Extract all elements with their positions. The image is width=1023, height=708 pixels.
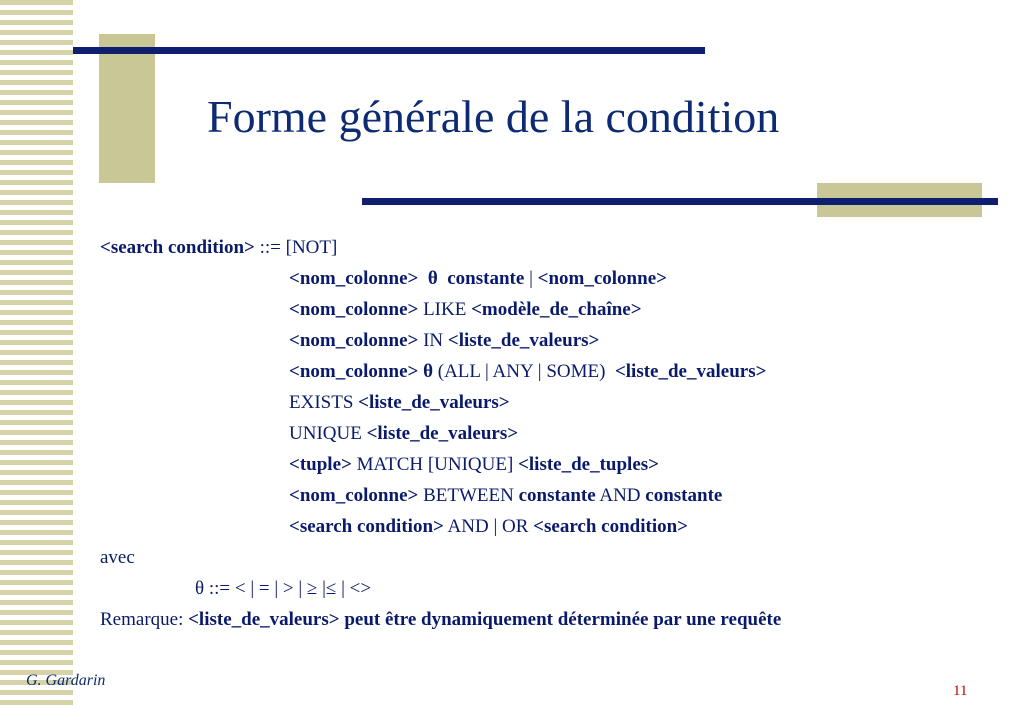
title-rule-top <box>73 47 705 54</box>
text: EXISTS <box>289 392 359 413</box>
term: <tuple> <box>289 454 352 475</box>
text: Remarque: <box>100 609 189 630</box>
text: UNIQUE <box>289 423 367 444</box>
remark: <liste_de_valeurs> peut être dynamiquement déterminée par une requête <box>188 609 782 630</box>
text: BETWEEN <box>418 485 519 506</box>
term: <nom_colonne> <box>289 330 419 351</box>
term: <search condition> <box>100 237 255 258</box>
text: LIKE <box>418 299 472 320</box>
term: <nom_colonne> <box>537 268 667 289</box>
term: <nom_colonne> <box>289 299 419 320</box>
body-line-4 <box>100 325 1000 356</box>
theta-definition: θ ::= < | = | > | ≥ |≤ | <> <box>195 578 372 599</box>
slide-body <box>100 232 1000 635</box>
decorative-block-top <box>99 34 155 183</box>
body-line-2 <box>100 263 1000 294</box>
body-line-7 <box>100 418 1000 449</box>
term: constante <box>518 485 596 506</box>
text: | <box>524 268 538 289</box>
text: IN <box>418 330 448 351</box>
body-line-5 <box>100 356 1000 387</box>
text: MATCH [UNIQUE] <box>351 454 519 475</box>
body-line-8 <box>100 449 1000 480</box>
term: <liste_de_valeurs> <box>614 361 767 382</box>
term: <search condition> <box>533 516 689 537</box>
term: <nom_colonne> <box>289 485 419 506</box>
body-line-9 <box>100 480 1000 511</box>
body-line-1 <box>100 232 1000 263</box>
term: <liste_de_valeurs> <box>358 392 510 413</box>
term: <search condition> <box>289 516 444 537</box>
body-line-3 <box>100 294 1000 325</box>
term: <liste_de_tuples> <box>518 454 659 475</box>
text: (ALL | ANY | SOME) <box>437 361 615 382</box>
text: ::= [NOT] <box>254 237 338 258</box>
term: constante <box>447 268 525 289</box>
body-line-10 <box>100 511 1000 542</box>
text: avec <box>100 547 135 568</box>
footer-author: G. Gardarin <box>26 672 106 689</box>
title-rule-bottom <box>362 198 998 205</box>
text: AND <box>595 485 646 506</box>
term: constante <box>645 485 723 506</box>
term: <liste_de_valeurs> <box>447 330 600 351</box>
body-line-11 <box>100 542 1000 573</box>
theta: θ <box>418 361 438 382</box>
page-number: 11 <box>953 683 968 699</box>
term: <nom_colonne> <box>289 361 419 382</box>
body-line-13 <box>100 604 1000 635</box>
text: AND | OR <box>443 516 534 537</box>
body-line-12 <box>100 573 1000 604</box>
body-line-6 <box>100 387 1000 418</box>
term: <liste_de_valeurs> <box>366 423 519 444</box>
slide-title: Forme générale de la condition <box>207 91 780 142</box>
term: <modèle_de_chaîne> <box>471 299 642 320</box>
decorative-stripes <box>0 0 73 708</box>
theta: θ <box>418 268 448 289</box>
term: <nom_colonne> <box>289 268 419 289</box>
